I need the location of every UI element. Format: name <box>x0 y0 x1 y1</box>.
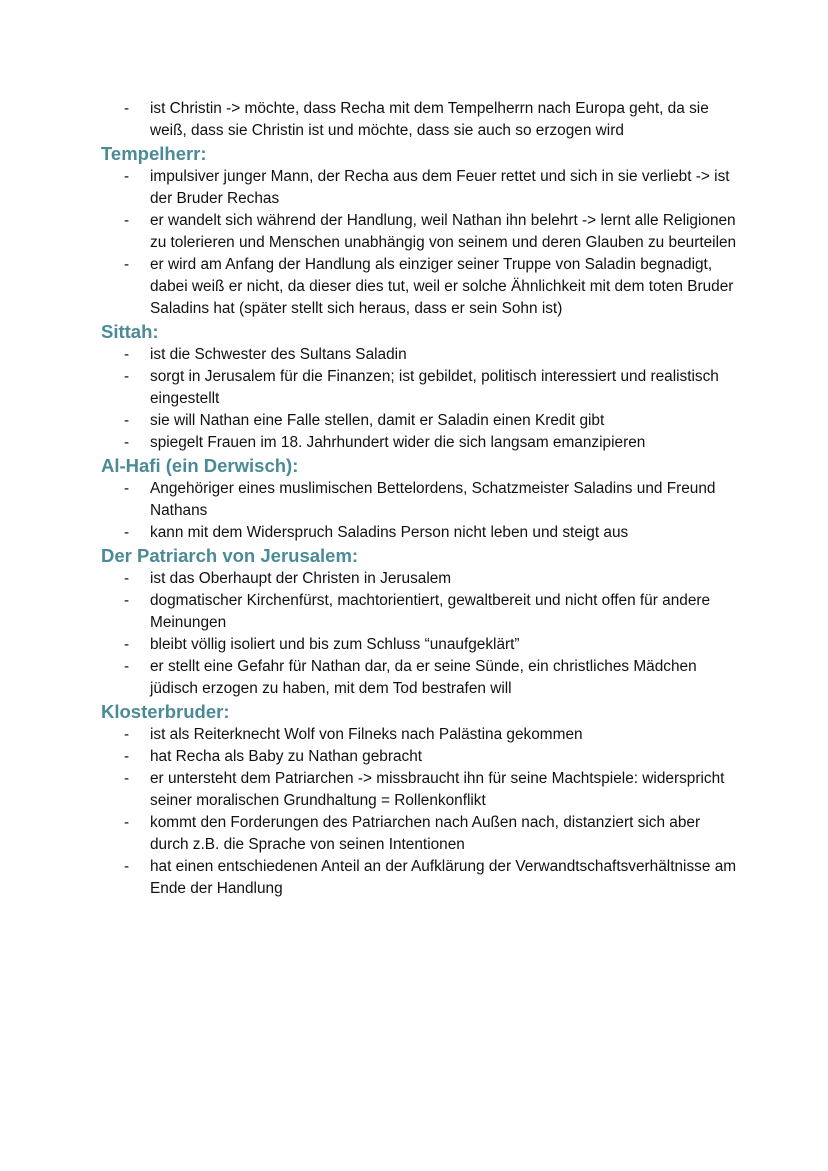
bullet-text: ist Christin -> möchte, dass Recha mit dem Tempelherrn nach Europa geht, da sie weiß, dass sie Christin ist und möchte, dass sie auch so erzogen wird <box>150 100 709 139</box>
bullet-list <box>0 344 828 454</box>
bullet-item <box>0 98 828 142</box>
bullet-item <box>0 656 828 700</box>
bullet-text: er stellt eine Gefahr für Nathan dar, da er seine Sünde, ein christliches Mädchen jüdisch erzogen zu haben, mit dem Tod bestrafen will <box>150 658 697 697</box>
bullet-dash: - <box>124 212 130 229</box>
bullet-dash: - <box>124 858 130 875</box>
section-klosterbruder <box>0 700 828 900</box>
bullet-dash: - <box>124 726 130 743</box>
bullet-text: kommt den Forderungen des Patriarchen nach Außen nach, distanziert sich aber durch z.B. die Sprache von seinen Intentionen <box>150 814 701 853</box>
section-heading: Der Patriarch von Jerusalem: <box>101 545 359 566</box>
section-tempelherr <box>0 142 828 320</box>
section-patriarch <box>0 544 828 700</box>
bullet-text: dogmatischer Kirchenfürst, machtorientiert, gewaltbereit und nicht offen für andere Meinungen <box>150 592 711 631</box>
bullet-text: ist die Schwester des Sultans Saladin <box>150 346 407 363</box>
bullet-item <box>0 522 828 544</box>
section-heading: Al-Hafi (ein Derwisch): <box>101 455 299 476</box>
bullet-text: er wird am Anfang der Handlung als einziger seiner Truppe von Saladin begnadigt, dabei weiß er nicht, da dieser dies tut, weil er solche Ähnlichkeit mit dem toten Bruder Saladins hat (später stellt sich heraus, dass er sein Sohn ist) <box>150 256 734 317</box>
bullet-item <box>0 410 828 432</box>
section-sittah <box>0 320 828 454</box>
bullet-dash: - <box>124 524 130 541</box>
bullet-item <box>0 856 828 900</box>
bullet-item <box>0 166 828 210</box>
bullet-item <box>0 812 828 856</box>
bullet-dash: - <box>124 368 130 385</box>
bullet-dash: - <box>124 570 130 587</box>
section-al-hafi <box>0 454 828 544</box>
bullet-item <box>0 210 828 254</box>
bullet-dash: - <box>124 592 130 609</box>
section-heading: Tempelherr: <box>101 143 207 164</box>
bullet-text: hat einen entschiedenen Anteil an der Aufklärung der Verwandtschaftsverhältnisse am Ende der Handlung <box>150 858 737 897</box>
bullet-dash: - <box>124 100 130 117</box>
bullet-dash: - <box>124 770 130 787</box>
bullet-item <box>0 432 828 454</box>
bullet-item <box>0 590 828 634</box>
section-heading: Klosterbruder: <box>101 701 230 722</box>
bullet-dash: - <box>124 480 130 497</box>
bullet-dash: - <box>124 434 130 451</box>
bullet-dash: - <box>124 748 130 765</box>
bullet-text: hat Recha als Baby zu Nathan gebracht <box>150 748 423 765</box>
bullet-text: impulsiver junger Mann, der Recha aus dem Feuer rettet und sich in sie verliebt -> ist der Bruder Rechas <box>150 168 730 207</box>
bullet-dash: - <box>124 658 130 675</box>
bullet-item <box>0 366 828 410</box>
bullet-text: bleibt völlig isoliert und bis zum Schluss “unaufgeklärt” <box>150 636 520 653</box>
bullet-item <box>0 746 828 768</box>
document-page <box>0 98 828 900</box>
bullet-list <box>0 568 828 700</box>
bullet-dash: - <box>124 636 130 653</box>
bullet-dash: - <box>124 168 130 185</box>
bullet-item <box>0 568 828 590</box>
bullet-list <box>0 724 828 900</box>
bullet-text: spiegelt Frauen im 18. Jahrhundert wider die sich langsam emanzipieren <box>150 434 646 451</box>
bullet-list <box>0 478 828 544</box>
bullet-list <box>0 166 828 320</box>
bullet-dash: - <box>124 256 130 273</box>
bullet-dash: - <box>124 346 130 363</box>
bullet-text: er wandelt sich während der Handlung, weil Nathan ihn belehrt -> lernt alle Religionen zu tolerieren und Menschen unabhängig von seinem und deren Glauben zu beurteilen <box>150 212 737 251</box>
bullet-text: kann mit dem Widerspruch Saladins Person nicht leben und steigt aus <box>150 524 629 541</box>
bullet-text: ist das Oberhaupt der Christen in Jerusalem <box>150 570 452 587</box>
bullet-item <box>0 768 828 812</box>
bullet-item <box>0 254 828 320</box>
bullet-item <box>0 478 828 522</box>
bullet-text: Angehöriger eines muslimischen Bettelordens, Schatzmeister Saladins und Freund Nathans <box>150 480 716 519</box>
bullet-item <box>0 724 828 746</box>
section-recha-continued <box>0 98 828 142</box>
bullet-text: ist als Reiterknecht Wolf von Filneks nach Palästina gekommen <box>150 726 583 743</box>
bullet-item <box>0 344 828 366</box>
bullet-text: sorgt in Jerusalem für die Finanzen; ist gebildet, politisch interessiert und realistisch eingestellt <box>150 368 719 407</box>
bullet-list <box>0 98 828 142</box>
bullet-text: sie will Nathan eine Falle stellen, damit er Saladin einen Kredit gibt <box>150 412 605 429</box>
bullet-dash: - <box>124 814 130 831</box>
section-heading: Sittah: <box>101 321 159 342</box>
bullet-text: er untersteht dem Patriarchen -> missbraucht ihn für seine Machtspiele: widerspricht seiner moralischen Grundhaltung = Rollenkonflikt <box>150 770 725 809</box>
bullet-dash: - <box>124 412 130 429</box>
bullet-item <box>0 634 828 656</box>
